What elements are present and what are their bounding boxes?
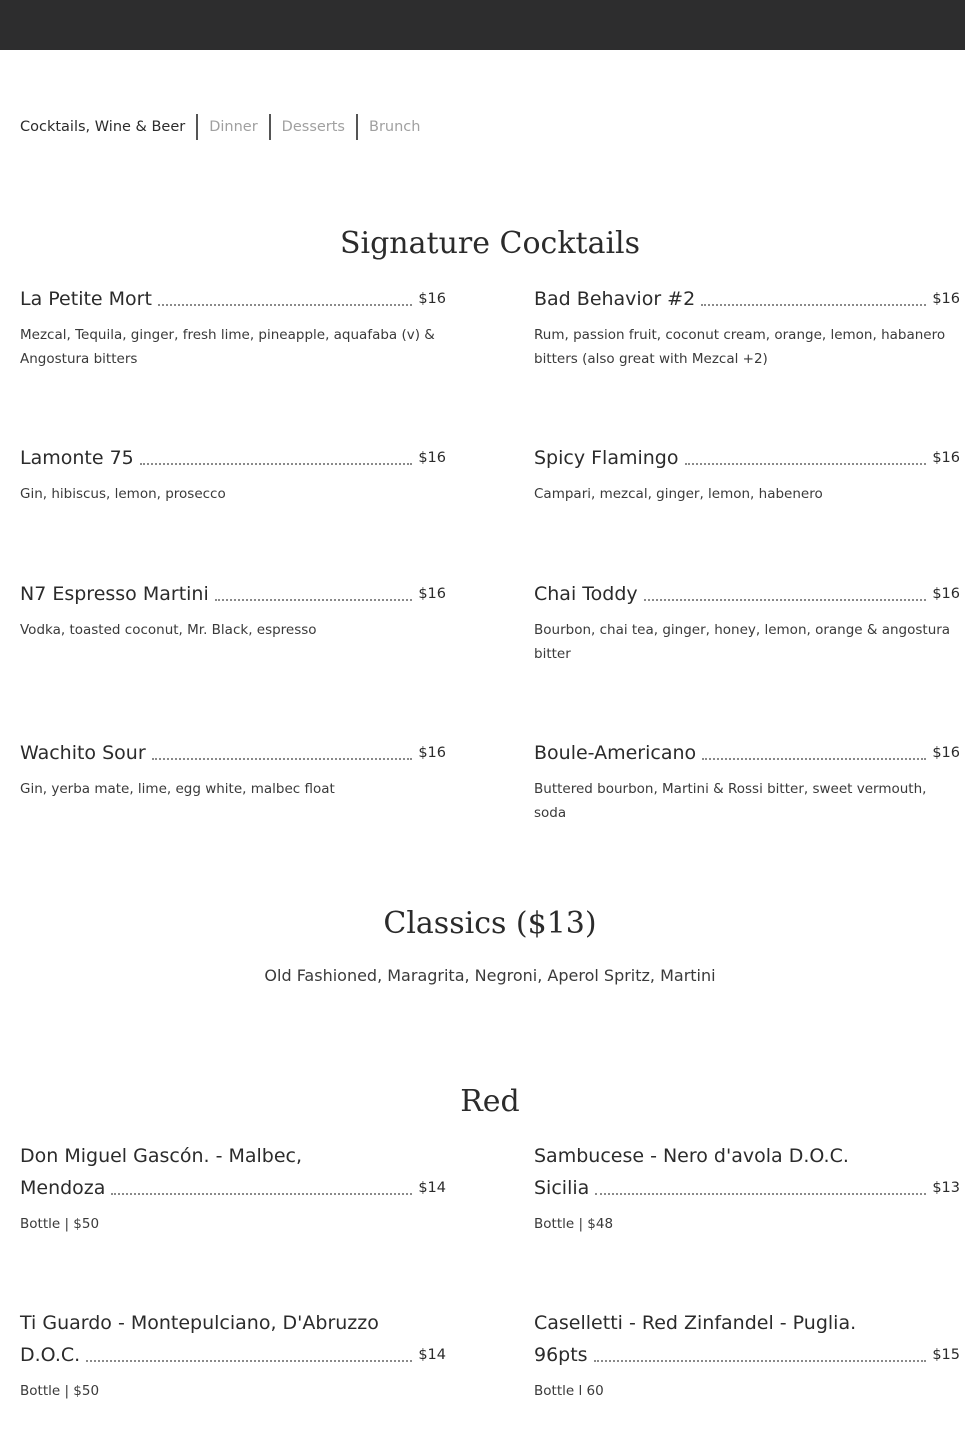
dot-leader: [111, 1193, 412, 1195]
dot-leader: [644, 599, 927, 601]
item-price: $16: [418, 586, 446, 602]
item-name-line2: Mendoza: [20, 1177, 106, 1199]
tab-dinner[interactable]: Dinner: [209, 119, 258, 135]
item-name: Chai Toddy: [534, 583, 638, 605]
menu-item: [20, 737, 446, 801]
top-header-bar: [0, 0, 965, 50]
tab-divider: [356, 114, 358, 140]
menu-item: [534, 578, 960, 666]
item-description: Vodka, toasted coconut, Mr. Black, espresso: [20, 622, 317, 638]
item-name-line2: 96pts: [534, 1344, 588, 1366]
tab-desserts[interactable]: Desserts: [281, 119, 345, 135]
item-description: Rum, passion fruit, coconut cream, orange, lemon, habanero bitters (also great with Mezcal +2): [534, 327, 946, 367]
item-description: Bottle l 60: [534, 1383, 604, 1399]
dot-leader: [158, 304, 412, 306]
item-name: La Petite Mort: [20, 288, 152, 310]
item-name: Lamonte 75: [20, 447, 134, 469]
item-price: $16: [932, 291, 960, 307]
item-description: Gin, yerba mate, lime, egg white, malbec float: [20, 781, 335, 797]
dot-leader: [595, 1193, 926, 1195]
item-price: $16: [932, 745, 960, 761]
item-description: Mezcal, Tequila, ginger, fresh lime, pineapple, aquafaba (v) & Angostura bitters: [20, 327, 435, 367]
menu-item: [20, 283, 446, 371]
dot-leader: [215, 599, 413, 601]
item-description: Gin, hibiscus, lemon, prosecco: [20, 486, 226, 502]
item-price: $13: [932, 1180, 960, 1196]
item-name-line2: D.O.C.: [20, 1344, 81, 1366]
item-name: Wachito Sour: [20, 742, 146, 764]
item-description: Bourbon, chai tea, ginger, honey, lemon, orange & angostura bitter: [534, 622, 951, 662]
item-name: N7 Espresso Martini: [20, 583, 209, 605]
dot-leader: [702, 758, 926, 760]
item-description: Bottle | $50: [20, 1383, 100, 1399]
menu-item: [534, 737, 960, 825]
item-description: Bottle | $50: [20, 1216, 100, 1232]
tab-cocktails-wine-beer[interactable]: Cocktails, Wine & Beer: [20, 119, 186, 135]
dot-leader: [140, 463, 413, 465]
item-name: Bad Behavior #2: [534, 288, 696, 310]
item-price: $16: [418, 291, 446, 307]
dot-leader: [685, 463, 927, 465]
dot-leader: [152, 758, 413, 760]
item-description: Bottle | $48: [534, 1216, 614, 1232]
item-name: Boule-Americano: [534, 742, 697, 764]
menu-item: [20, 1307, 446, 1403]
section-title-signature-cocktails: Signature Cocktails: [339, 226, 641, 261]
item-name-line1: Sambucese - Nero d'avola D.O.C.: [534, 1145, 849, 1167]
menu-item: [20, 442, 446, 506]
item-name-line1: Ti Guardo - Montepulciano, D'Abruzzo: [20, 1312, 379, 1334]
item-name-line2: Sicilia: [534, 1177, 590, 1199]
item-description: Campari, mezcal, ginger, lemon, habenero: [534, 486, 823, 502]
item-price: $15: [932, 1347, 960, 1363]
item-price: $16: [418, 450, 446, 466]
classics-list: Old Fashioned, Maragrita, Negroni, Aperol Spritz, Martini: [264, 966, 716, 985]
menu-item: [534, 1307, 960, 1403]
menu-item: [20, 1140, 446, 1236]
menu-item: [534, 442, 960, 506]
item-price: $16: [932, 586, 960, 602]
tab-divider: [269, 114, 271, 140]
dot-leader: [594, 1360, 927, 1362]
item-name: Spicy Flamingo: [534, 447, 679, 469]
menu-item: [534, 1140, 960, 1236]
item-description: Buttered bourbon, Martini & Rossi bitter, sweet vermouth, soda: [534, 781, 927, 821]
item-name-line1: Caselletti - Red Zinfandel - Puglia.: [534, 1312, 857, 1334]
item-price: $14: [418, 1180, 446, 1196]
item-price: $16: [418, 745, 446, 761]
item-price: $14: [418, 1347, 446, 1363]
item-name-line1: Don Miguel Gascón. - Malbec,: [20, 1145, 303, 1167]
tab-brunch[interactable]: Brunch: [369, 119, 421, 135]
menu-tabs: [20, 114, 420, 140]
tab-divider: [196, 114, 198, 140]
section-title-classics: Classics ($13): [383, 906, 597, 941]
dot-leader: [701, 304, 926, 306]
section-title-red: Red: [460, 1084, 520, 1119]
menu-item: [20, 578, 446, 642]
item-price: $16: [932, 450, 960, 466]
dot-leader: [86, 1360, 412, 1362]
menu-item: [534, 283, 960, 371]
